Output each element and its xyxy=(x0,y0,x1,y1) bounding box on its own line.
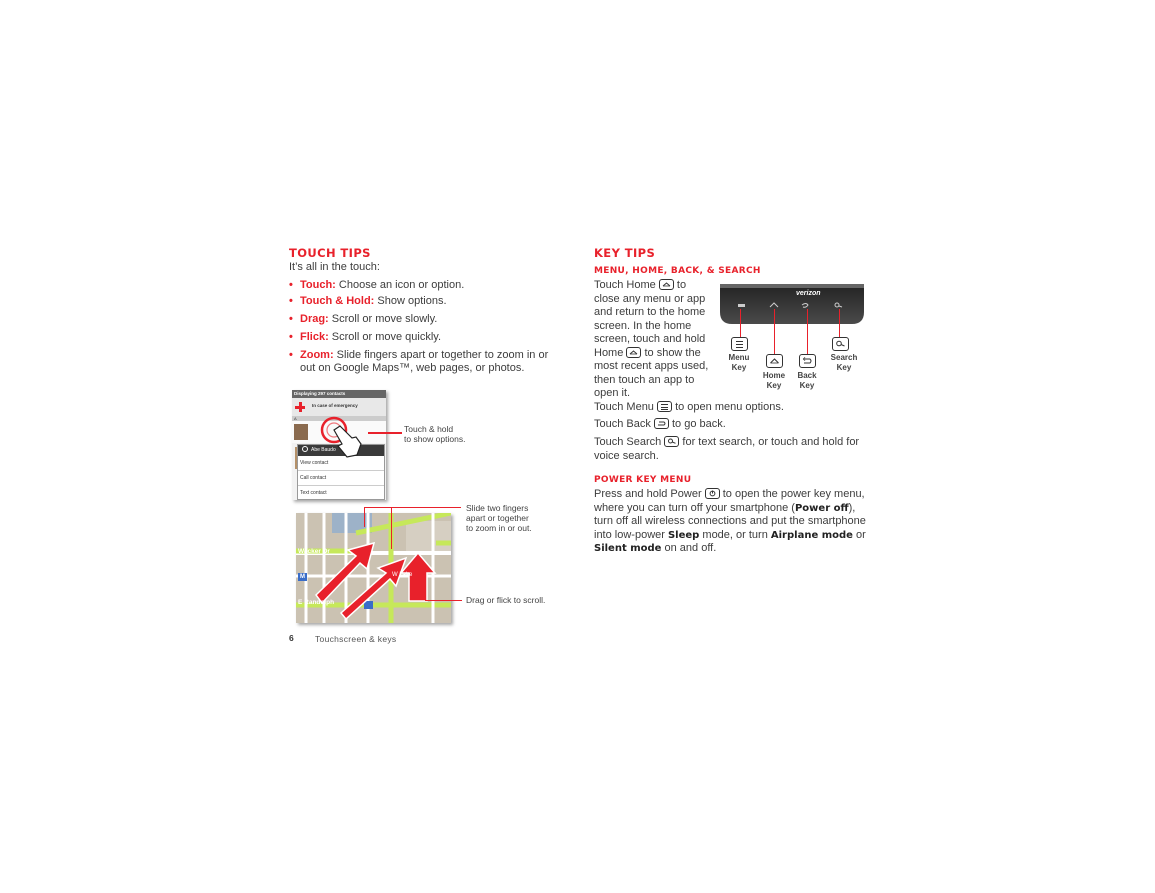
home-key-label xyxy=(757,371,791,390)
emergency-label: In case of emergency xyxy=(312,403,358,408)
contact-icon xyxy=(302,446,308,452)
label-text: Key xyxy=(836,362,852,372)
callout-line xyxy=(807,309,808,355)
label-text: Home xyxy=(762,371,786,380)
callout-zoom xyxy=(466,503,532,533)
bullet-zoom: • Zoom: Slide fingers apart or together to zoom in or xyxy=(289,349,549,361)
text: on and off. xyxy=(661,542,717,554)
text: to show the xyxy=(644,346,701,359)
callout-drag: Drag or flick to scroll. xyxy=(466,595,546,605)
map-screenshot xyxy=(296,513,451,623)
text: Touch Menu xyxy=(594,401,654,413)
label-text: Menu xyxy=(728,353,750,362)
callout-line xyxy=(425,600,462,601)
text: or xyxy=(852,528,866,541)
text: open it. xyxy=(594,387,631,399)
text: most recent apps used, xyxy=(594,360,709,372)
bullet-drag: • Drag: Scroll or move slowly. xyxy=(289,313,438,325)
street-randolph: E Randolph xyxy=(298,599,335,606)
text: to go back. xyxy=(672,418,726,430)
power-key-icon xyxy=(705,488,720,499)
callout-text: Slide two fingers xyxy=(466,503,529,513)
callout-text: apart or together xyxy=(466,513,529,523)
bullet-touch-hold: • Touch & Hold: Show options. xyxy=(289,295,447,307)
menu-key-icon xyxy=(657,401,672,412)
text: Touch Back xyxy=(594,418,651,430)
search-key-line xyxy=(594,436,859,450)
text: into low-power xyxy=(594,528,668,541)
hand-tap-icon xyxy=(312,408,372,463)
text: Home xyxy=(594,346,624,359)
text: for text search, or touch and hold for xyxy=(682,436,860,448)
bullet-touch: • Touch: Choose an icon or option. xyxy=(289,279,465,291)
text: to open menu options. xyxy=(675,401,784,413)
menu-home-back-search-heading: MENU, HOME, BACK, & SEARCH xyxy=(594,266,761,276)
text: where you can turn off your smartphone ( xyxy=(594,501,795,514)
text: to open the power key menu, xyxy=(722,488,865,500)
contacts-screenshot: Displaying 297 contacts In case of emergency A Abe Baudo View contact Call contact Text contact xyxy=(292,390,386,500)
bullet-term: Zoom: xyxy=(300,349,334,361)
bullet-term: Drag: xyxy=(300,313,329,325)
callout-line xyxy=(774,309,775,355)
bullet-term: Flick: xyxy=(300,331,329,343)
callout-text: to zoom in or out. xyxy=(466,523,532,533)
keyword: Airplane mode xyxy=(770,529,853,541)
metro-marker: M xyxy=(300,574,305,580)
home-key-icon xyxy=(659,279,674,290)
page-number: 6 xyxy=(289,633,294,643)
contacts-header: Displaying 297 contacts xyxy=(292,390,386,398)
power-key-menu-heading: POWER KEY MENU xyxy=(594,475,692,485)
text: close any menu or app xyxy=(594,292,706,305)
menu-text-contact[interactable]: Text contact xyxy=(300,490,327,496)
power-key-paragraph xyxy=(594,488,884,556)
callout-line xyxy=(368,432,402,434)
text: and return to the home xyxy=(594,306,706,318)
label-text: Key xyxy=(799,380,815,390)
search-key-icon xyxy=(664,436,679,447)
home-key-icon xyxy=(766,354,783,368)
search-key-icon xyxy=(832,337,849,351)
bullet-flick: • Flick: Scroll or move quickly. xyxy=(289,331,442,343)
menu-key-icon xyxy=(731,337,748,351)
back-key-icon xyxy=(799,354,816,368)
search-key-label xyxy=(823,353,865,372)
callout-line xyxy=(391,507,392,549)
footer-section: Touchscreen & keys xyxy=(315,634,397,644)
text: then touch an app to xyxy=(594,373,695,386)
touch-tips-heading: TOUCH TIPS xyxy=(289,246,371,260)
text: Press and hold Power xyxy=(594,488,702,500)
context-menu-title: Abe Baudo xyxy=(311,447,336,453)
text: ), xyxy=(848,501,856,514)
street-lake: W Lake xyxy=(392,572,413,578)
emergency-plus-icon xyxy=(295,402,305,412)
callout-line xyxy=(839,309,840,338)
callout-line xyxy=(364,507,461,508)
back-key-icon xyxy=(654,418,669,429)
bullet-zoom-line2: out on Google Maps™, web pages, or photos. xyxy=(300,362,525,374)
label-text: Key xyxy=(731,362,747,372)
bullet-text: Show options. xyxy=(377,295,447,307)
home-key-icon xyxy=(626,347,641,358)
text: screen. In the home xyxy=(594,319,692,332)
menu-call-contact[interactable]: Call contact xyxy=(298,471,384,486)
callout-line xyxy=(740,309,741,338)
label-text: Key xyxy=(766,380,782,390)
menu-key-label xyxy=(722,353,756,372)
label-text: Search xyxy=(830,353,858,362)
keyword: Silent mode xyxy=(594,543,662,554)
touch-tips-intro: It’s all in the touch: xyxy=(289,261,380,273)
keyword: Power off xyxy=(794,502,849,514)
text: Touch Search xyxy=(594,436,662,448)
bullet-text: Slide fingers apart or together to zoom in or xyxy=(336,349,549,361)
street-wacker: Wacker Dr xyxy=(298,548,330,555)
back-key-label xyxy=(790,371,824,390)
bullet-text: Scroll or move quickly. xyxy=(331,331,442,343)
callout-text: to show options. xyxy=(404,434,466,444)
bullet-term: Touch: xyxy=(300,279,336,291)
text: turn off all wireless connections and put the smartphone xyxy=(594,515,866,527)
verizon-logo: verizon xyxy=(796,290,821,297)
search-key-line-2: voice search. xyxy=(594,450,659,462)
callout-text: Touch & hold xyxy=(404,424,454,434)
text: screen, touch and hold xyxy=(594,333,706,345)
keyword: Sleep xyxy=(667,529,700,541)
back-key-line xyxy=(594,418,726,432)
menu-view-contact[interactable]: View contact xyxy=(298,456,384,471)
avatar xyxy=(294,424,308,440)
bullet-text: Scroll or move slowly. xyxy=(331,313,438,325)
bullet-term: Touch & Hold: xyxy=(300,295,375,307)
map-graphic xyxy=(296,513,451,623)
text: Touch Home xyxy=(594,279,656,291)
menu-key-line xyxy=(594,401,784,415)
text: mode, or turn xyxy=(699,528,771,541)
bullet-text: Choose an icon or option. xyxy=(338,279,465,291)
key-tips-heading: KEY TIPS xyxy=(594,246,656,260)
callout-touch-hold xyxy=(404,424,465,444)
home-key-paragraph xyxy=(594,279,714,401)
callout-line xyxy=(364,507,365,527)
text: to xyxy=(676,279,687,291)
label-text: Back xyxy=(797,371,817,380)
